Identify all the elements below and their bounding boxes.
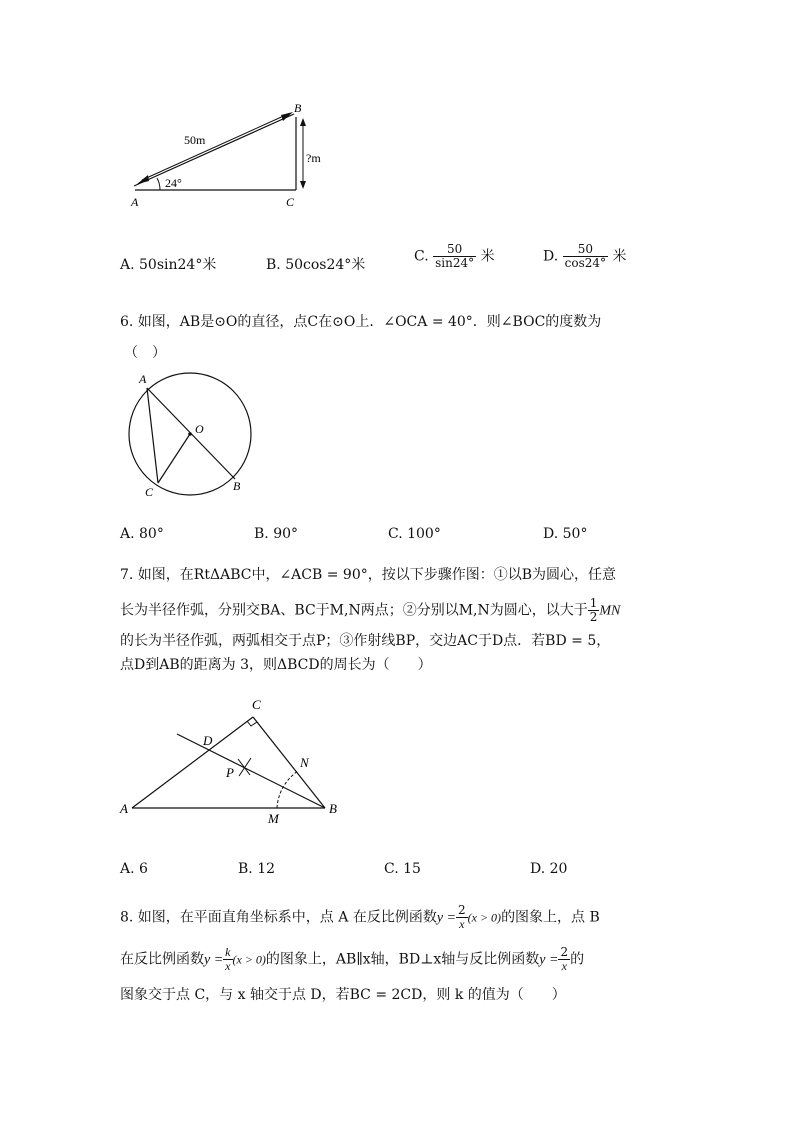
line2-text-mid: 的图象上，AB∥x轴，BD⊥x轴与反比例函数	[265, 951, 540, 968]
ray-bp	[177, 734, 325, 808]
side-cb	[253, 717, 325, 808]
q5-option-d[interactable]	[543, 243, 626, 270]
label-d: D	[203, 733, 213, 748]
q6-option-d[interactable]: D. 50°	[543, 526, 588, 542]
label-c: C	[145, 485, 154, 499]
label-b: B	[294, 101, 302, 115]
q5-option-b[interactable]: B. 50cos24°米	[266, 257, 366, 273]
option-d-unit: 米	[612, 248, 627, 265]
height-arrow-top	[300, 118, 306, 126]
half-fraction	[588, 597, 600, 624]
q7-option-b[interactable]: B. 12	[238, 861, 276, 877]
label-n: N	[300, 755, 309, 770]
q7-question-line1: 7. 如图，在RtΔABC中，∠ACB = 90°，按以下步骤作图：①以B为圆心，任意	[120, 567, 617, 583]
label-b: B	[233, 479, 241, 493]
fraction-numerator: 1	[589, 596, 598, 610]
label-o: O	[195, 422, 204, 436]
fraction-numerator: 50	[433, 243, 476, 257]
func-y-eq: y =	[436, 910, 456, 926]
label-height: ?m	[306, 151, 321, 165]
fraction-denominator: x	[459, 917, 465, 931]
angle-arc	[157, 178, 160, 190]
q6-option-c[interactable]: C. 100°	[388, 526, 441, 542]
q6-option-a[interactable]: A. 80°	[120, 526, 164, 542]
line2-text: 在反比例函数	[120, 951, 204, 968]
option-d-fraction	[563, 243, 608, 270]
fraction-denominator: 2	[589, 610, 598, 624]
q6-answer-blank: （ ）	[124, 345, 166, 361]
option-c-fraction	[433, 243, 476, 270]
radius-oc	[158, 434, 190, 483]
q7-triangle-figure	[115, 693, 355, 828]
q7-question-line4: 点D到AB的距离为 3，则ΔBCD的周长为（ ）	[120, 657, 432, 673]
fraction-2-over-x	[456, 904, 468, 931]
fraction-denominator: x	[561, 959, 567, 973]
line1-text: 8. 如图，在平面直角坐标系中，点 A 在反比例函数	[120, 909, 437, 926]
fraction-denominator: sin24°	[435, 256, 475, 270]
q7-option-a[interactable]: A. 6	[120, 861, 148, 877]
option-c-unit: 米	[480, 248, 495, 265]
fraction-numerator: 2	[458, 903, 466, 917]
fraction-numerator: 2	[560, 945, 569, 959]
domain-condition: (x > 0)	[232, 952, 266, 967]
option-c-prefix: C.	[414, 248, 429, 265]
q8-question-line2	[120, 946, 584, 973]
option-d-prefix: D.	[543, 248, 559, 265]
label-angle: 24°	[165, 176, 182, 190]
q7-question-line3: 的长为半径作弧，两弧相交于点P；③作射线BP，交边AC于D点．若BD = 5，	[120, 633, 611, 649]
q8-question-line3: 图象交于点 C，与 x 轴交于点 D，若BC = 2CD，则 k 的值为（ ）	[120, 987, 566, 1003]
q5-triangle-figure	[120, 100, 350, 215]
segment-mn: MN	[599, 603, 621, 619]
domain-condition: (x > 0)	[467, 910, 502, 925]
func-y-eq: y =	[204, 952, 224, 968]
q7-option-c[interactable]: C. 15	[384, 861, 421, 877]
q8-question-line1	[120, 904, 600, 931]
label-a: A	[139, 372, 147, 386]
arrow-head-left	[137, 175, 149, 184]
chord-ac	[147, 388, 158, 483]
q6-circle-figure	[120, 366, 270, 504]
fraction-denominator: cos24°	[564, 256, 607, 270]
label-c: C	[252, 697, 261, 712]
center-point	[188, 432, 192, 436]
q5-option-c[interactable]	[414, 243, 495, 270]
label-p: P	[226, 765, 234, 780]
q6-question-line1: 6. 如图，AB是⊙O的直径，点C在⊙O上．∠OCA = 40°．则∠BOC的度数为	[120, 314, 602, 330]
label-a: A	[131, 195, 139, 209]
right-angle-mark	[247, 721, 257, 726]
q7-option-d[interactable]: D. 20	[530, 861, 568, 877]
arrow-head-right	[281, 112, 293, 121]
q6-option-b[interactable]: B. 90°	[254, 526, 299, 542]
q7-question-line2	[120, 597, 620, 624]
hyp-ab	[134, 114, 294, 186]
label-a: A	[120, 801, 128, 816]
fraction-numerator: 50	[563, 243, 608, 257]
arrow-line-50m	[142, 114, 288, 180]
label-m: M	[268, 811, 279, 826]
height-arrow-bottom	[300, 181, 306, 189]
line2-text-end: 的	[570, 951, 585, 968]
q5-option-a[interactable]: A. 50sin24°米	[120, 257, 217, 273]
fraction-denominator: x	[225, 959, 231, 973]
func-y-eq: y =	[539, 952, 559, 968]
label-c: C	[286, 195, 295, 209]
line2-text: 长为半径作弧，分别交BA、BC于M,N两点；②分别以M,N为圆心，以大于	[120, 602, 588, 619]
fraction-k-over-x	[223, 946, 232, 973]
fraction-2-over-x	[558, 946, 570, 973]
line1-text-end: 的图象上，点 B	[501, 909, 600, 926]
fraction-numerator: k	[225, 945, 231, 959]
label-50m: 50m	[184, 133, 206, 147]
label-b: B	[329, 801, 337, 816]
